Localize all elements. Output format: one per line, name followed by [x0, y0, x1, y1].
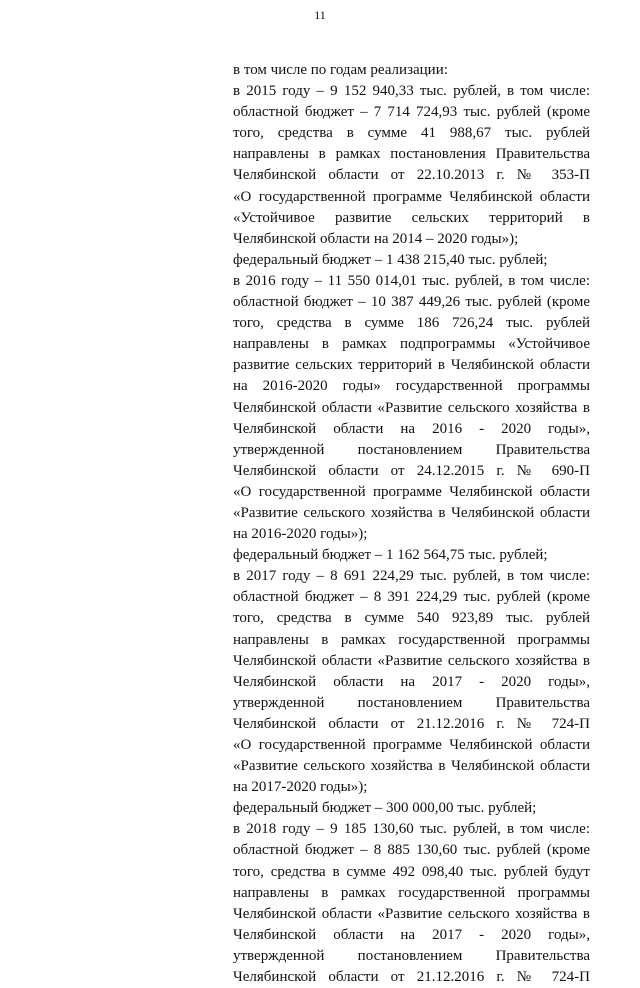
text-line-43: утвержденной постановлением Правительства: [233, 947, 590, 964]
text-line-17: Челябинской области «Развитие сельского хозяйства в: [233, 399, 590, 416]
text-line-26: областной бюджет – 8 391 224,29 тыс. рублей (кроме: [233, 589, 590, 606]
text-line-38: областной бюджет – 8 885 130,60 тыс. рублей (кроме: [233, 842, 590, 859]
text-line-35: на 2017-2020 годы»);: [233, 779, 368, 796]
text-line-36: федеральный бюджет – 300 000,00 тыс. рублей;: [233, 800, 537, 817]
text-line-12: областной бюджет – 10 387 449,26 тыс. рублей (кроме: [233, 294, 590, 311]
text-line-24: федеральный бюджет – 1 162 564,75 тыс. рублей;: [233, 547, 548, 564]
text-line-22: «Развитие сельского хозяйства в Челябинской области: [233, 504, 590, 521]
text-line-33: «О государственной программе Челябинской области: [233, 737, 590, 753]
text-line-23: на 2016-2020 годы»);: [233, 526, 368, 543]
text-line-4: того, средства в сумме 41 988,67 тыс. рублей: [233, 125, 590, 142]
text-line-32: Челябинской области от 21.12.2016 г. № 724-П: [233, 715, 590, 732]
text-line-1: в том числе по годам реализации:: [233, 62, 448, 78]
text-line-16: на 2016-2020 годы» государственной программы: [233, 378, 590, 395]
page-number: 11: [314, 8, 326, 22]
text-line-30: Челябинской области на 2017 - 2020 годы»,: [233, 673, 590, 690]
text-line-42: Челябинской области на 2017 - 2020 годы»,: [233, 926, 590, 943]
text-line-20: Челябинской области от 24.12.2015 г. № 690-П: [233, 462, 590, 479]
text-line-6: Челябинской области от 22.10.2013 г. № 353-П: [233, 167, 590, 184]
text-line-19: утвержденной постановлением Правительства: [233, 441, 590, 458]
text-line-11: в 2016 году – 11 550 014,01 тыс. рублей, в том числе:: [233, 272, 590, 289]
text-line-28: направлены в рамках государственной программы: [233, 631, 590, 648]
text-line-21: «О государственной программе Челябинской области: [233, 483, 590, 500]
text-line-9: Челябинской области на 2014 – 2020 годы»);: [233, 230, 519, 247]
text-line-13: того, средства в сумме 186 726,24 тыс. рублей: [233, 315, 590, 332]
text-line-44: Челябинской области от 21.12.2016 г. № 724-П: [233, 969, 590, 986]
text-line-31: утвержденной постановлением Правительства: [233, 694, 590, 711]
document-body: [233, 60, 590, 988]
text-line-34: «Развитие сельского хозяйства в Челябинской области: [233, 758, 590, 775]
text-line-18: Челябинской области на 2016 - 2020 годы»,: [233, 420, 590, 437]
text-line-7: «О государственной программе Челябинской области: [233, 188, 590, 205]
text-line-37: в 2018 году – 9 185 130,60 тыс. рублей, в том числе:: [233, 821, 590, 838]
text-line-10: федеральный бюджет – 1 438 215,40 тыс. рублей;: [233, 251, 548, 268]
text-line-41: Челябинской области «Развитие сельского хозяйства в: [233, 905, 590, 922]
text-line-14: направлены в рамках подпрограммы «Устойчивое: [233, 336, 590, 353]
text-line-5: направлены в рамках постановления Правительства: [233, 146, 590, 163]
text-line-8: «Устойчивое развитие сельских территорий в: [233, 209, 590, 226]
text-line-25: в 2017 году – 8 691 224,29 тыс. рублей, в том числе:: [233, 568, 590, 585]
text-line-3: областной бюджет – 7 714 724,93 тыс. рублей (кроме: [233, 104, 590, 121]
text-line-2: в 2015 году – 9 152 940,33 тыс. рублей, в том числе:: [233, 83, 590, 100]
text-line-27: того, средства в сумме 540 923,89 тыс. рублей: [233, 610, 590, 627]
text-line-15: развитие сельских территорий в Челябинской области: [233, 357, 590, 374]
text-line-40: направлены в рамках государственной программы: [233, 884, 590, 901]
text-line-29: Челябинской области «Развитие сельского хозяйства в: [233, 652, 590, 669]
text-line-39: того, средства в сумме 492 098,40 тыс. рублей будут: [233, 863, 590, 880]
